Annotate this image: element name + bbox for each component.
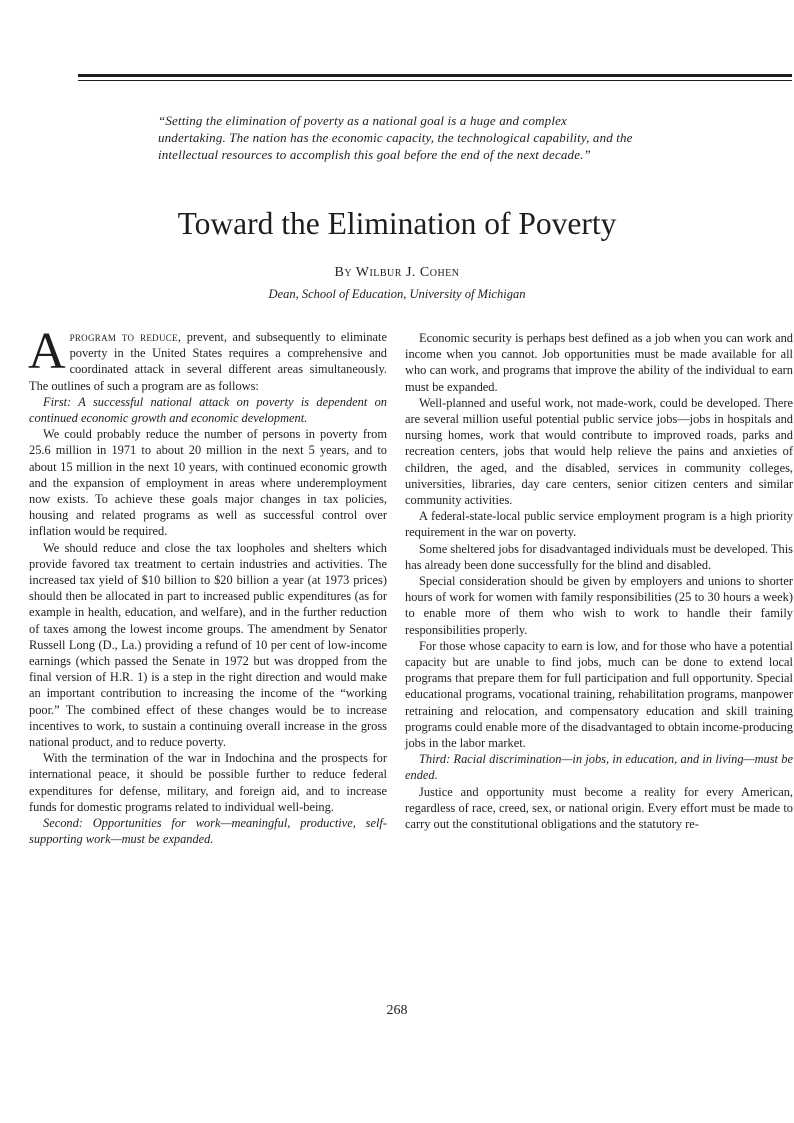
paragraph: A federal-state-local public service employment program is a high priority requirement in the war on poverty.	[405, 509, 793, 540]
article-title: Toward the Elimination of Poverty	[177, 206, 617, 241]
paragraph: Some sheltered jobs for disadvantaged individuals must be developed. This has already been done successfully for the blind and disabled.	[405, 541, 793, 572]
paragraph: With the termination of the war in Indochina and the prospects for international peace, it should be possible further to reduce federal expenditures for defense, military, and foreign aid, and to increase funds for domestic programs related to individual well-being.	[29, 751, 387, 814]
author-name: Wilbur J. Cohen	[355, 265, 460, 280]
right-column	[405, 330, 793, 832]
byline-prefix: By	[334, 265, 353, 280]
paragraph-first-heading: First: A successful national attack on poverty is dependent on continued economic growth and economic development.	[29, 394, 387, 426]
top-rule-thin	[78, 80, 792, 81]
left-column	[28, 323, 387, 847]
top-rule-thick	[78, 74, 792, 77]
opening-paragraph	[28, 323, 387, 394]
paragraph: Economic security is perhaps best defined as a job when you can work and income when you cannot. Job opportunities must be made available for all who can work, and programs that improve the ability of the individual to earn must be expanded.	[405, 331, 793, 394]
author-affiliation: Dean, School of Education, University of Michigan	[268, 287, 526, 301]
paragraph: We should reduce and close the tax loopholes and shelters which provide favored tax treatment to certain industries and activities. The increased tax yield of $10 billion to $20 billion a year (at 1973 prices) should then be allocated in part to increased public expenditures (as for example in health, education, and welfare), and in the further reduction of taxes among the lowest income groups. The amendment by Senator Russell Long (D., La.) providing a refund of 10 per cent of low-income earnings (which passed the Senate in 1972 but was dropped from the final version of H.R. 1) is a step in the right direction and would make an important contribution to increasing the income of the “working poor.” The combined effect of these changes would be to increase incentives to work, to sustain a continuing overall increase in the gross national product, and to reduce poverty.	[29, 540, 387, 750]
paragraph: Well-planned and useful work, not made-work, could be developed. There are several million useful potential public service jobs—jobs in hospitals and nursing homes, work that would contribute to improved roads, parks and recreation centers, jobs that would help relieve the pains and anxieties of children, the aged, and the disabled, services in community colleges, universities, libraries, day care centers, senior citizen centers and similar community activities.	[405, 395, 793, 508]
paragraph-second-heading: Second: Opportunities for work—meaningful, productive, self-supporting work—must be expanded.	[29, 816, 387, 847]
byline	[0, 264, 794, 281]
paragraph: We could probably reduce the number of persons in poverty from 25.6 million in 1971 to about 20 million in the next 5 years, and to about 15 million in the next 10 years, with continued economic growth and the expansion of employment in areas where underemployment now exists. To achieve these goals major changes in tax policies, housing and related programs as well as successful control over inflation would be required.	[29, 427, 387, 539]
paragraph: Special consideration should be given by employers and unions to shorter hours of work for women with family responsibilities (25 to 30 hours a week) to enable more of them who wish to work to handle their family responsibilities properly.	[405, 574, 793, 637]
drop-cap: A	[28, 323, 66, 380]
paragraph-third-heading: Third: Racial discrimination—in jobs, in education, and in living—must be ended.	[405, 752, 793, 783]
page-number: 268	[386, 1003, 408, 1018]
paragraph: Justice and opportunity must become a reality for every American, regardless of race, creed, sex, or national origin. Every effort must be made to carry out the constitutional obligations and the statutory re-	[405, 784, 793, 832]
lead-smallcaps: program to reduce,	[69, 330, 182, 344]
lead-text: prevent, and subsequently to eliminate poverty in the United States requires a comprehensive and coordinated attack in several different areas simultaneously. The outlines of such a program are as follows:	[29, 330, 387, 393]
epigraph-quote: “Setting the elimination of poverty as a national goal is a huge and complex undertaking. The nation has the economic capacity, the technological capability, and the intellectual resources to accomplish this goal before the end of the next decade.”	[158, 113, 633, 162]
paragraph: For those whose capacity to earn is low, and for those who have a potential capacity but are unable to find jobs, much can be done to extend local programs that prepare them for full participation and full opportunity. Special educational programs, vocational training, rehabilitation programs, manpower retraining and relocation, and compensatory education and skill training programs could enable more of the disadvantaged to obtain income-producing jobs in the labor market.	[405, 638, 793, 751]
